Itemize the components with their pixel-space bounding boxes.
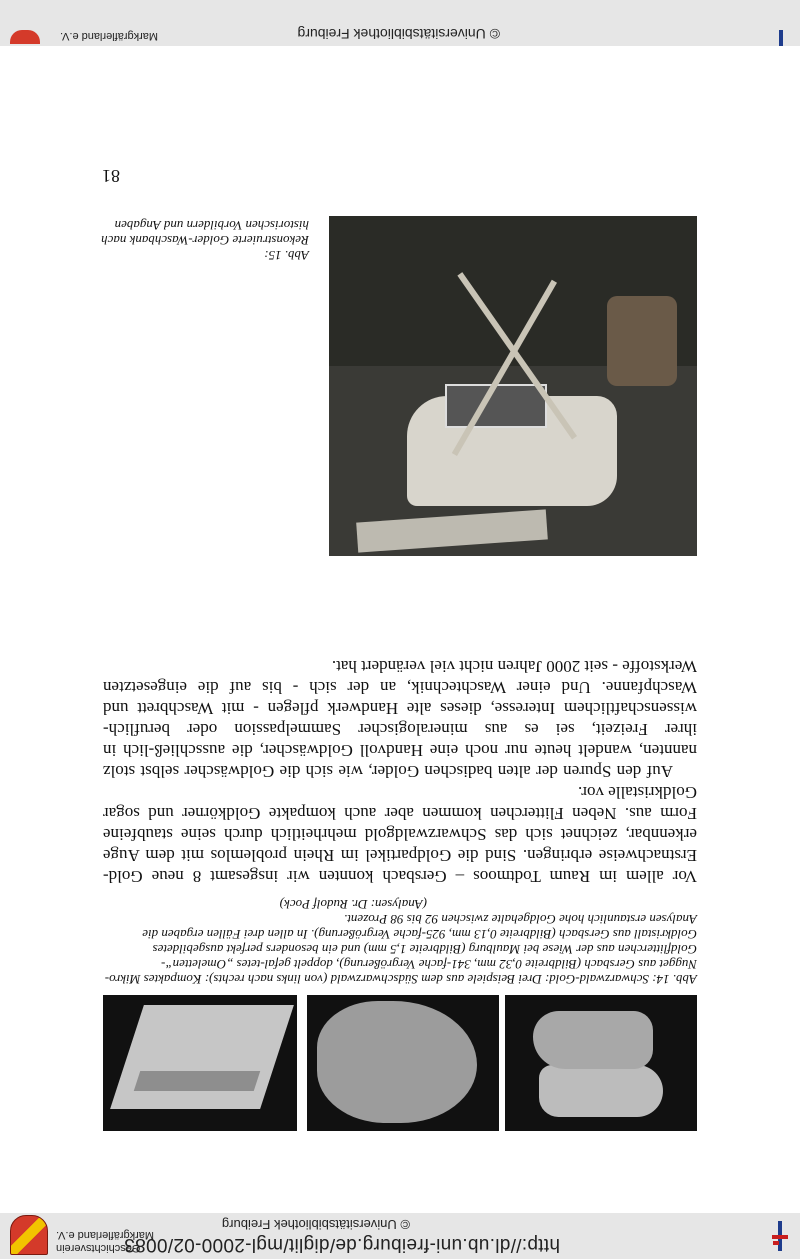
figure-15-label: Abb. 15: bbox=[264, 248, 309, 263]
figure-14-caption bbox=[103, 897, 697, 987]
ub-freiburg-logo-icon bbox=[772, 1221, 788, 1251]
figure-14-photos bbox=[103, 995, 697, 1131]
ub-freiburg-logo-icon bbox=[774, 30, 788, 46]
figure-14-title: Schwarzwald-Gold: Drei Beispiele aus dem Südschwarzwald (von links nach rechts): bbox=[204, 972, 649, 987]
figure-14-label: Abb. 14: bbox=[652, 972, 697, 987]
figure-15-photo bbox=[329, 216, 697, 556]
copyright-text: © Universitätsbibliothek Freiburg bbox=[221, 1217, 410, 1232]
figure-15-body: Rekonstruierte Golder-Waschbank nach historischen Vorbildern und Angaben bbox=[101, 218, 309, 248]
paragraph-2: Auf den Spuren der alten badischen Golder, wie sich die Goldwäscher selbst stolz nannten, wandelt heute nur noch eine Handvoll Goldwäscher, die ausschließ-lich in ihrer Freizeit, sei es aus mineralogischer Sammelpassion oder beruflich-wissenschaftlichem Interesse, dieses alte Handwerk pflegen - mit Waschbrett und Waschpfanne. Und einer Waschtechnik, an der sich - bis auf die eingesetzten Werkstoffe - seit 2000 Jahren nicht viel verändert hat. bbox=[103, 657, 697, 781]
page-number: 81 bbox=[102, 166, 120, 186]
footer-copyright: © Universitätsbibliothek Freiburg bbox=[297, 26, 500, 42]
footer-shield-icon bbox=[10, 30, 40, 44]
society-name bbox=[56, 1228, 154, 1254]
figure-14-body: Kompaktes Mikro-Nugget aus Gersbach (Bildbreite 0,32 mm, 341-fache Vergrößerung), doppelt gefal-tetes „Omeletten“-Goldflitterchen aus der Wiese bei Maulburg (Bildbreite 1,5 mm) und ein besonders perfekt ausgebildetes Goldkristall aus Gersbach (Bildbreite 0,13 mm, 925-fache Vergrößerung). In allen drei Fällen ergaben die Analysen erstaunlich hohe Goldgehalte zwischen 92 bis 98 Prozent. bbox=[104, 912, 697, 987]
viewer-footer-bar bbox=[0, 0, 800, 46]
photo-micro-nugget bbox=[505, 995, 697, 1131]
page-url[interactable]: http://dl.ub.uni-freiburg.de/diglit/mgl-2000-02/0083 bbox=[124, 1234, 560, 1255]
viewer-header-bar bbox=[0, 1213, 800, 1259]
photo-gold-flake bbox=[307, 995, 499, 1131]
figure-14-credit: (Analysen: Dr. Rudolf Pock) bbox=[279, 897, 427, 912]
photo-gold-crystal bbox=[103, 995, 297, 1131]
society-line-1: Geschichtsverein bbox=[56, 1242, 141, 1254]
paragraph-1: Vor allem im Raum Todtmoos – Gersbach konnten wir insgesamt 8 neue Gold-Erstnachweise erbringen. Sind die Goldpartikel im Rhein problemlos mit dem Auge erkennbar, zeichnet sich das Schwarzwaldgold mehrheitlich durch seine staubfeine Form aus. Neben Flitterchen kommen aber auch kompakte Goldkörner und sogar Goldkristalle vor. bbox=[103, 783, 697, 886]
body-text bbox=[103, 656, 697, 887]
society-line-2: Markgräflerland e.V. bbox=[56, 1229, 155, 1241]
footer-society: Markgräflerland e.V. bbox=[60, 30, 159, 42]
figure-15-caption bbox=[99, 218, 309, 263]
society-shield-icon bbox=[10, 1215, 48, 1255]
